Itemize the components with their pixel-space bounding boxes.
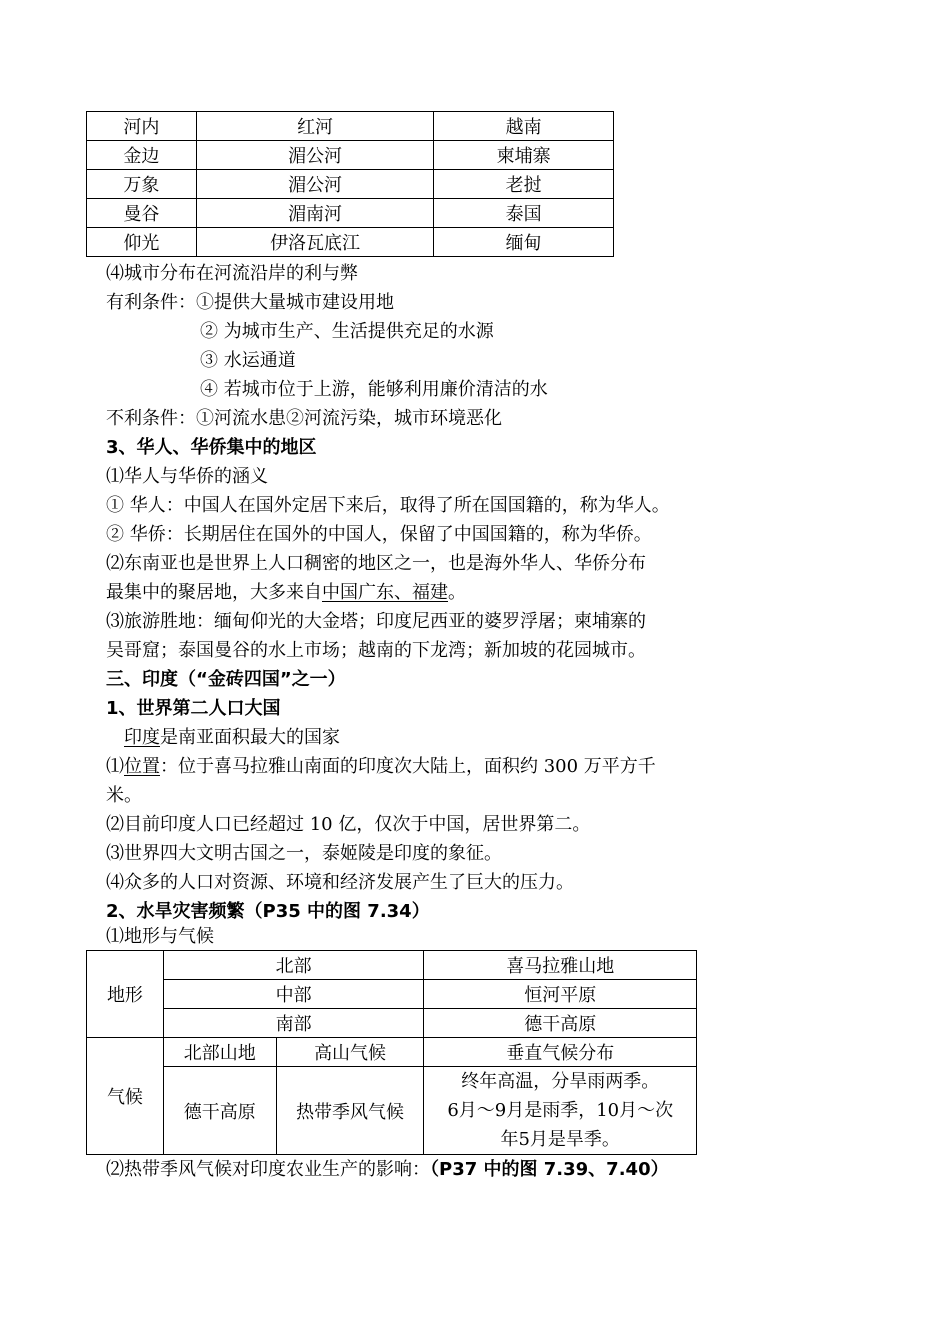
table-row bbox=[87, 170, 614, 199]
region-cell: 北部 bbox=[163, 951, 424, 980]
river-cell: 伊洛瓦底江 bbox=[196, 228, 434, 257]
climate-desc-line: 6月～9月是雨季，10月～次 bbox=[447, 1100, 674, 1121]
city-cell: 万象 bbox=[87, 170, 197, 199]
river-cell: 湄南河 bbox=[196, 199, 434, 228]
climate-type-cell: 高山气候 bbox=[276, 1038, 424, 1067]
text-line: ⑶旅游胜地：缅甸仰光的大金塔；印度尼西亚的婆罗浮屠；柬埔寨的 bbox=[106, 611, 646, 632]
underlined-text: 位置 bbox=[124, 756, 160, 777]
river-cell: 湄公河 bbox=[196, 141, 434, 170]
text-line bbox=[106, 578, 466, 607]
city-cell: 金边 bbox=[87, 141, 197, 170]
climate-type-cell: 热带季风气候 bbox=[276, 1067, 424, 1155]
river-cell: 红河 bbox=[196, 112, 434, 141]
section-heading: 三、印度（“金砖四国”之一） bbox=[106, 669, 346, 690]
underlined-text: 中国广东、福建 bbox=[322, 582, 448, 603]
country-cell: 泰国 bbox=[434, 199, 614, 228]
table-row bbox=[87, 228, 614, 257]
climate-desc-line: 终年高温，分旱雨两季。 bbox=[461, 1071, 660, 1092]
climate-label-cell: 气候 bbox=[87, 1038, 164, 1155]
text-line: ① 华人：中国人在国外定居下来后，取得了所在国国籍的，称为华人。 bbox=[106, 495, 670, 516]
country-cell: 缅甸 bbox=[434, 228, 614, 257]
text-line: 有利条件：①提供大量城市建设用地 bbox=[106, 292, 394, 313]
river-cell: 湄公河 bbox=[196, 170, 434, 199]
region-cell: 北部山地 bbox=[163, 1038, 276, 1067]
country-cell: 柬埔寨 bbox=[434, 141, 614, 170]
region-cell: 德干高原 bbox=[163, 1067, 276, 1155]
text-line: ⑵东南亚也是世界上人口稠密的地区之一，也是海外华人、华侨分布 bbox=[106, 553, 646, 574]
climate-desc-cell: 垂直气候分布 bbox=[424, 1038, 697, 1067]
section-heading: 1、世界第二人口大国 bbox=[106, 698, 281, 719]
landform-cell: 喜马拉雅山地 bbox=[424, 951, 697, 980]
table-row bbox=[87, 1009, 697, 1038]
landform-cell: 德干高原 bbox=[424, 1009, 697, 1038]
text-line: ② 为城市生产、生活提供充足的水源 bbox=[200, 321, 494, 342]
text-span: 最集中的聚居地，大多来自 bbox=[106, 582, 322, 603]
region-cell: 南部 bbox=[163, 1009, 424, 1038]
climate-desc-line: 年5月是旱季。 bbox=[500, 1129, 620, 1150]
text-line: ② 华侨：长期居住在国外的中国人，保留了中国国籍的，称为华侨。 bbox=[106, 524, 652, 545]
underlined-text: 印度 bbox=[124, 727, 160, 748]
text-span: ⑵热带季风气候对印度农业生产的影响： bbox=[106, 1159, 430, 1180]
text-span: 是南亚面积最大的国家 bbox=[160, 727, 340, 748]
table-row bbox=[87, 199, 614, 228]
text-line: ④ 若城市位于上游，能够利用廉价清洁的水 bbox=[200, 379, 548, 400]
text-span: ⑴ bbox=[106, 756, 124, 777]
table-row bbox=[87, 1038, 697, 1067]
country-cell: 越南 bbox=[434, 112, 614, 141]
country-cell: 老挝 bbox=[434, 170, 614, 199]
text-line bbox=[124, 723, 340, 752]
bold-text: （P37 中的图 7.39、7.40） bbox=[430, 1159, 669, 1180]
table-row bbox=[87, 980, 697, 1009]
table-row bbox=[87, 141, 614, 170]
landform-cell: 恒河平原 bbox=[424, 980, 697, 1009]
city-cell: 曼谷 bbox=[87, 199, 197, 228]
text-span: 。 bbox=[448, 582, 466, 603]
city-river-country-table bbox=[86, 111, 614, 257]
section-heading: 3、华人、华侨集中的地区 bbox=[106, 437, 317, 458]
text-line: ⑴华人与华侨的涵义 bbox=[106, 466, 268, 487]
text-line: 米。 bbox=[106, 785, 142, 806]
city-cell: 河内 bbox=[87, 112, 197, 141]
climate-desc-cell bbox=[424, 1067, 697, 1155]
text-line: ⑷众多的人口对资源、环境和经济发展产生了巨大的压力。 bbox=[106, 872, 574, 893]
text-line: 吴哥窟；泰国曼谷的水上市场；越南的下龙湾；新加坡的花园城市。 bbox=[106, 640, 646, 661]
table-row bbox=[87, 951, 697, 980]
text-line bbox=[106, 752, 656, 781]
terrain-climate-table bbox=[86, 950, 697, 1155]
table-row bbox=[87, 1067, 697, 1155]
text-line: 不利条件：①河流水患②河流污染，城市环境恶化 bbox=[106, 408, 502, 429]
city-cell: 仰光 bbox=[87, 228, 197, 257]
text-line: ⑷城市分布在河流沿岸的利与弊 bbox=[106, 263, 358, 284]
terrain-label-cell: 地形 bbox=[87, 951, 164, 1038]
text-line: ⑵目前印度人口已经超过 10 亿，仅次于中国，居世界第二。 bbox=[106, 814, 591, 835]
text-line: ⑶世界四大文明古国之一，泰姬陵是印度的象征。 bbox=[106, 843, 502, 864]
table-row bbox=[87, 112, 614, 141]
text-line: ⑴地形与气候 bbox=[106, 926, 214, 947]
region-cell: 中部 bbox=[163, 980, 424, 1009]
section-heading: 2、水旱灾害频繁（P35 中的图 7.34） bbox=[106, 901, 430, 922]
text-line bbox=[106, 1155, 669, 1184]
text-line: ③ 水运通道 bbox=[200, 350, 296, 371]
text-span: ：位于喜马拉雅山南面的印度次大陆上，面积约 300 万平方千 bbox=[160, 756, 656, 777]
